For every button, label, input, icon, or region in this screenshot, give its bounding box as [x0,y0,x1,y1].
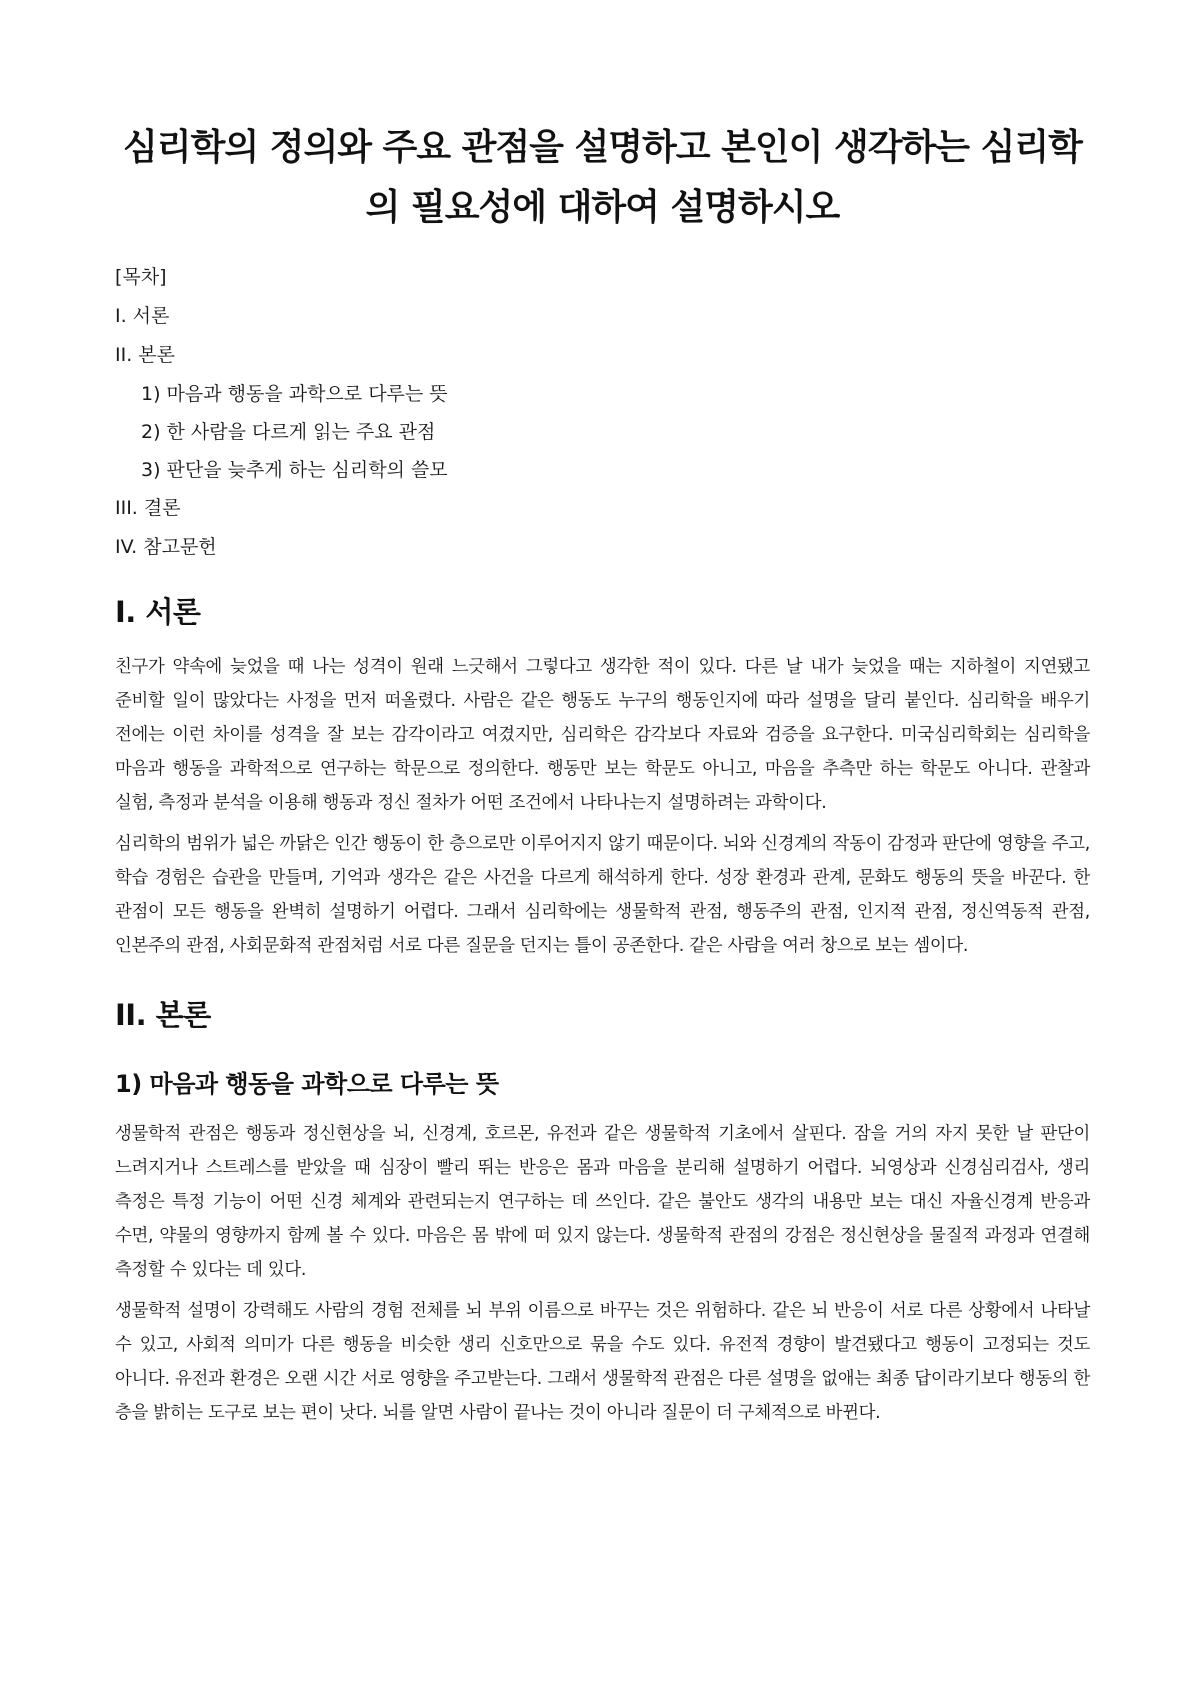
toc-item-references: IV. 참고문헌 [115,536,217,558]
subsection-heading-1: 1) 마음과 행동을 과학으로 다루는 뜻 [115,1070,499,1098]
toc-subitem-3: 3) 판단을 늦추게 하는 심리학의 쓸모 [141,459,448,481]
intro-paragraph-2: 심리학의 범위가 넓은 까닭은 인간 행동이 한 층으로만 이루어지지 않기 때문이다. 뇌와 신경계의 작동이 감정과 판단에 영향을 주고, 학습 경험은 습관을 만들며, 기억과 생각은 같은 사건을 다르게 해석하게 한다. 성장 환경과 관계, 문화도 행동의 뜻을 바꾼다. 한 관점이 모든 행동을 완벽히 설명하기 어렵다. 그래서 심리학에는 생물학적 관점, 행동주의 관점, 인지적 관점, 정신역동적 관점, 인본주의 관점, 사회문화적 관점처럼 서로 다른 질문을 던지는 틀이 공존한다. 같은 사람을 여러 창으로 보는 셈이다. [115,834,1090,956]
intro-paragraph-1: 친구가 약속에 늦었을 때 나는 성격이 원래 느긋해서 그렇다고 생각한 적이 있다. 다른 날 내가 늦었을 때는 지하철이 지연됐고 준비할 일이 많았다는 사정을 먼저 떠올렸다. 사람은 같은 행동도 누구의 행동인지에 따라 설명을 달리 붙인다. 심리학을 배우기 전에는 이런 차이를 성격을 잘 보는 감각이라고 여겼지만, 심리학은 감각보다 자료와 검증을 요구한다. 미국심리학회는 심리학을 마음과 행동을 과학적으로 연구하는 학문으로 정의한다. 행동만 보는 학문도 아니고, 마음을 추측만 하는 학문도 아니다. 관찰과 실험, 측정과 분석을 이용해 행동과 정신 절차가 어떤 조건에서 나타나는지 설명하려는 과학이다. [115,657,1090,813]
document-title: 심리학의 정의와 주요 관점을 설명하고 본인이 생각하는 심리학의 필요성에 대하여 설명하시오 [123,127,1082,228]
body-paragraph-2: 생물학적 설명이 강력해도 사람의 경험 전체를 뇌 부위 이름으로 바꾸는 것은 위험하다. 같은 뇌 반응이 서로 다른 상황에서 나타날 수 있고, 사회적 의미가 다른 행동을 비슷한 생리 신호만으로 묶을 수도 있다. 유전적 경향이 발견됐다고 행동이 고정되는 것도 아니다. 유전과 환경은 오랜 시간 서로 영향을 주고받는다. 그래서 생물학적 관점은 다른 설명을 없애는 최종 답이라기보다 행동의 한 층을 밝히는 도구로 보는 편이 낫다. 뇌를 알면 사람이 끝나는 것이 아니라 질문이 더 구체적으로 바뀐다. [115,1301,1090,1423]
body-paragraph-1: 생물학적 관점은 행동과 정신현상을 뇌, 신경계, 호르몬, 유전과 같은 생물학적 기초에서 살핀다. 잠을 거의 자지 못한 날 판단이 느려지거나 스트레스를 받았을 때 심장이 빨리 뛰는 반응은 몸과 마음을 분리해 설명하기 어렵다. 뇌영상과 신경심리검사, 생리 측정은 특정 기능이 어떤 신경 체계와 관련되는지 연구하는 데 쓰인다. 같은 불안도 생각의 내용만 보는 대신 자율신경계 반응과 수면, 약물의 영향까지 함께 볼 수 있다. 마음은 몸 밖에 떠 있지 않는다. 생물학적 관점의 강점은 정신현상을 물질적 과정과 연결해 측정할 수 있다는 데 있다. [115,1124,1090,1280]
toc-subitem-1: 1) 마음과 행동을 과학으로 다루는 뜻 [141,383,448,405]
toc-label: [목차] [115,266,167,288]
document-page [115,0,1090,1437]
table-of-contents [115,264,1090,560]
toc-item-introduction: I. 서론 [115,305,170,327]
toc-item-main-body: II. 본론 [115,344,175,366]
section-heading-introduction: I. 서론 [115,595,201,629]
section-heading-main-body: II. 본론 [115,998,211,1032]
toc-subitem-2: 2) 한 사람을 다르게 읽는 주요 관점 [141,421,436,443]
toc-item-conclusion: III. 결론 [115,497,181,519]
